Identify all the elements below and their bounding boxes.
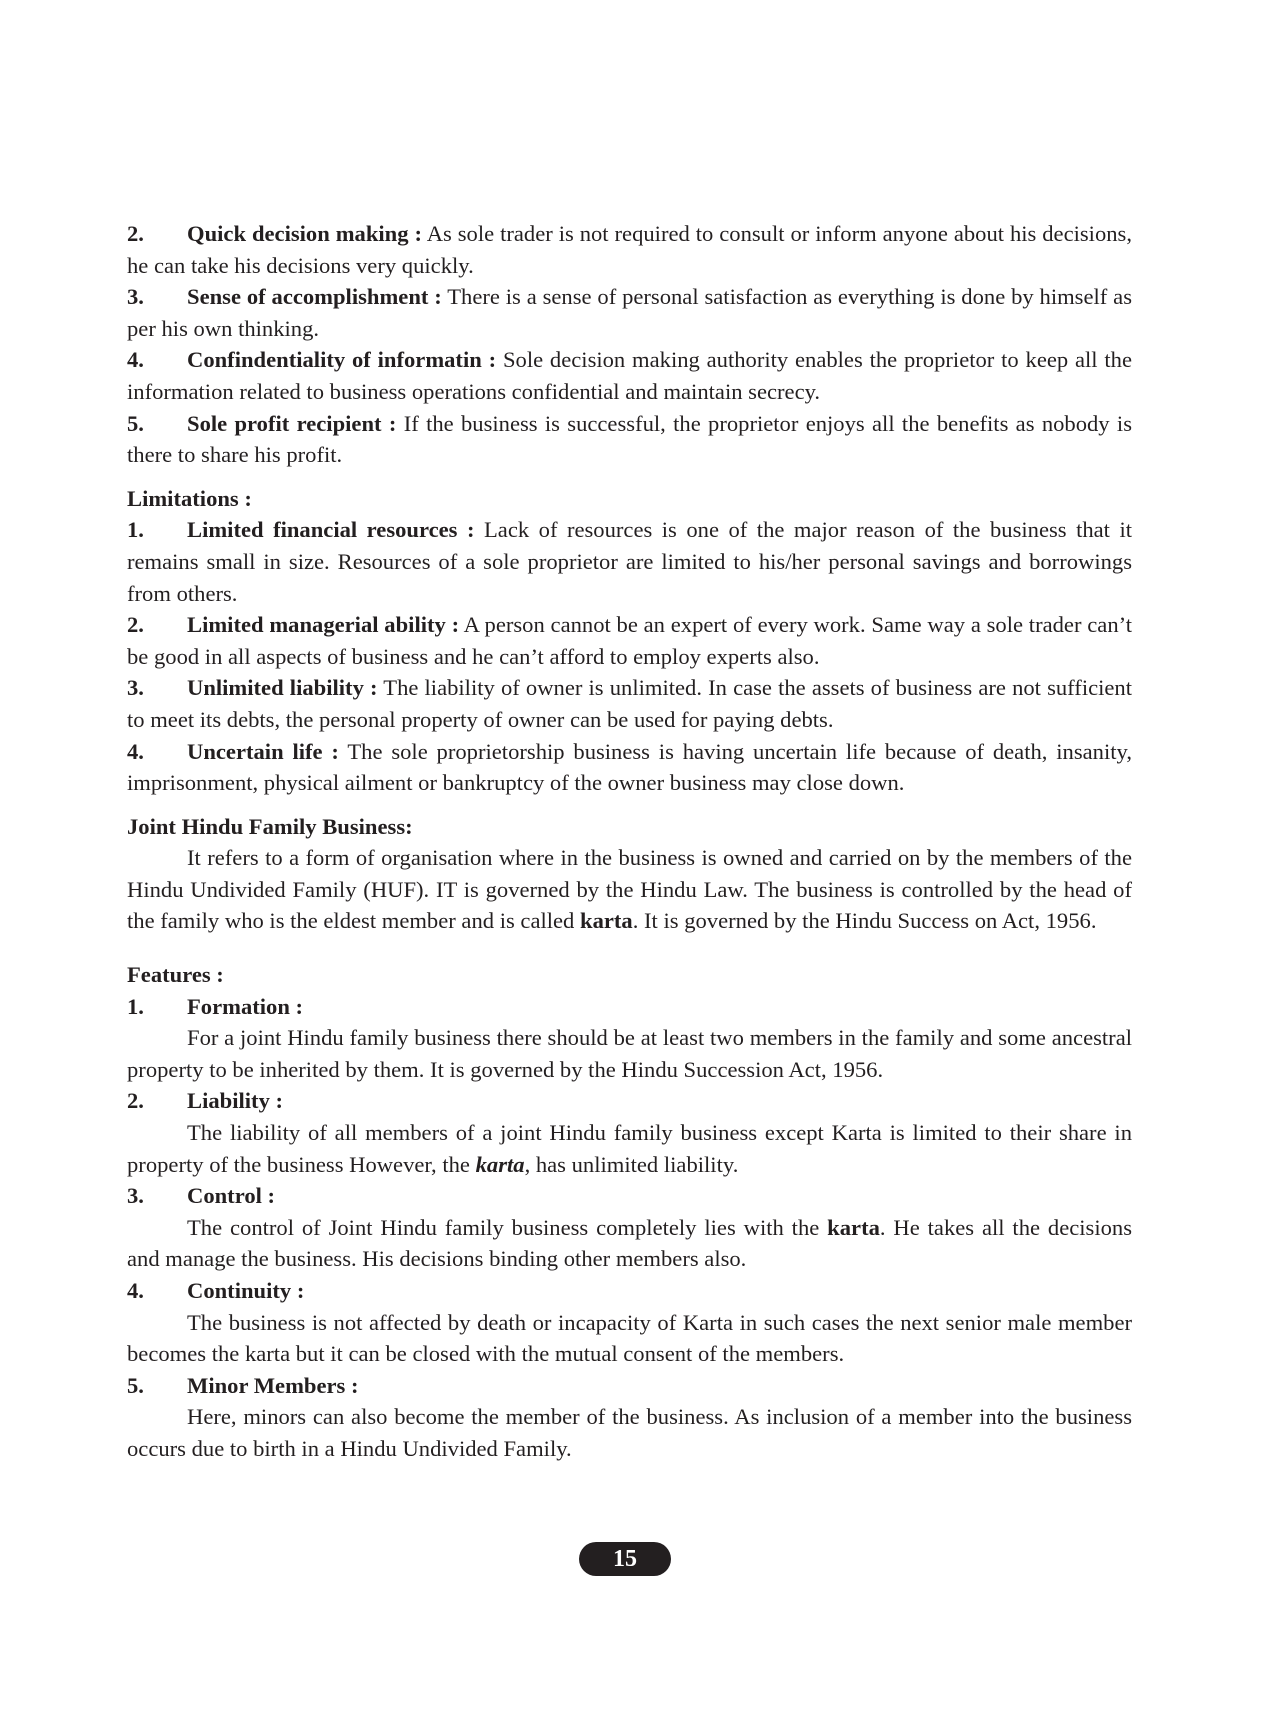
item-term: Uncertain life : (187, 738, 339, 764)
jhf-paragraph (127, 842, 1132, 937)
jhf-text: It refers to a form of organisation where in the business is owned and carried on by the members of the Hindu Undivided Family (HUF). IT is governed by the Hindu Law. The business is controlled by the head of the family who is the eldest member and is called (127, 845, 1132, 934)
item-text: The liability of owner is unlimited. In case the assets of business are not sufficient to meet its debts, the personal property of owner can be used for paying debts. (127, 675, 1132, 732)
item-number: 3. (127, 1183, 144, 1209)
limitation-item (127, 736, 1132, 799)
features-heading: Features : (127, 962, 224, 988)
feature-text: For a joint Hindu family business there should be at least two members in the family and some ancestral property to be inherited by them. It is governed by the Hindu Succession Act, 1956. (127, 1025, 1132, 1082)
item-number: 1. (127, 517, 144, 543)
karta-term: karta (580, 908, 633, 934)
item-number: 1. (127, 993, 144, 1019)
jhf-heading: Joint Hindu Family Business: (127, 813, 413, 839)
item-text: A person cannot be an expert of every work. Same way a sole trader can’t be good in all aspects of business and he can’t afford to employ experts also. (127, 612, 1133, 669)
karta-term: karta (475, 1151, 525, 1177)
feature-title (127, 1085, 1132, 1117)
feature-title (127, 1370, 1132, 1402)
item-term: Limited financial resources : (187, 517, 475, 543)
jhf-text: . It is governed by the Hindu Success on Act, 1956. (632, 908, 1097, 934)
item-text: As sole trader is not required to consult or inform anyone about his decisions, he can take his decisions very quickly. (127, 221, 1132, 278)
feature-text: The business is not affected by death or incapacity of Karta in such cases the next senior male member becomes the karta but it can be closed with the mutual consent of the members. (127, 1309, 1132, 1367)
limitation-item (127, 672, 1132, 735)
item-term: Formation : (187, 993, 304, 1019)
advantage-item (127, 218, 1132, 281)
item-term: Liability : (187, 1088, 284, 1114)
item-number: 2. (127, 612, 144, 638)
item-text: Lack of resources is one of the major reason of the business that it remains small in size. Resources of a sole proprietor are limited to his/her personal savings and borrowings from others. (127, 517, 1133, 606)
feature-text-part: , has unlimited liability. (524, 1151, 739, 1177)
item-term: Limited managerial ability : (187, 612, 460, 638)
item-number: 5. (127, 410, 144, 436)
item-number: 3. (127, 284, 144, 310)
feature-text-part: . He takes all the decisions and manage the business. His decisions binding other members also. (127, 1214, 1132, 1272)
item-term: Continuity : (187, 1278, 305, 1303)
page-content (127, 218, 1132, 1465)
item-text: There is a sense of personal satisfaction as everything is done by himself as per his own thinking. (127, 284, 1132, 341)
advantage-item (127, 281, 1132, 344)
feature-text-part: The control of Joint Hindu family business completely lies with the (187, 1214, 828, 1240)
item-number: 4. (127, 347, 144, 373)
karta-term: karta (827, 1214, 880, 1240)
limitation-item (127, 609, 1132, 672)
advantage-item (127, 408, 1132, 471)
item-text: The sole proprietorship business is having uncertain life because of death, insanity, imprisonment, physical ailment or bankruptcy of the owner business may close down. (127, 738, 1132, 796)
feature-text (127, 1117, 1132, 1180)
item-number: 3. (127, 675, 144, 701)
feature-title (127, 1180, 1132, 1212)
page-number-badge: 15 (579, 1542, 671, 1576)
item-term: Sole profit recipient : (187, 410, 397, 436)
item-text: Sole decision making authority enables the proprietor to keep all the information related to business operations confidential and maintain secrecy. (127, 347, 1132, 404)
item-term: Confindentiality of informatin : (187, 347, 497, 373)
advantage-item (127, 344, 1132, 407)
item-term: Quick decision making : (187, 221, 423, 246)
feature-title (127, 991, 1132, 1023)
limitations-heading: Limitations : (127, 485, 252, 511)
feature-text (127, 1212, 1132, 1275)
item-number: 4. (127, 738, 144, 764)
item-term: Control : (187, 1183, 276, 1209)
item-number: 2. (127, 1088, 144, 1114)
item-term: Unlimited liability : (187, 675, 378, 701)
item-term: Sense of accomplishment : (187, 284, 442, 310)
feature-title (127, 1275, 1132, 1307)
item-term: Minor Members : (187, 1372, 359, 1398)
item-number: 2. (127, 221, 144, 246)
item-number: 5. (127, 1372, 144, 1398)
feature-text: Here, minors can also become the member of the business. As inclusion of a member into the business occurs due to birth in a Hindu Undivided Family. (127, 1404, 1132, 1461)
limitation-item (127, 514, 1132, 609)
feature-text-part: The liability of all members of a joint Hindu family business except Karta is limited to their share in property of the business However, the (127, 1120, 1132, 1177)
item-number: 4. (127, 1278, 144, 1303)
item-text: If the business is successful, the proprietor enjoys all the benefits as nobody is there to share his profit. (127, 410, 1132, 468)
